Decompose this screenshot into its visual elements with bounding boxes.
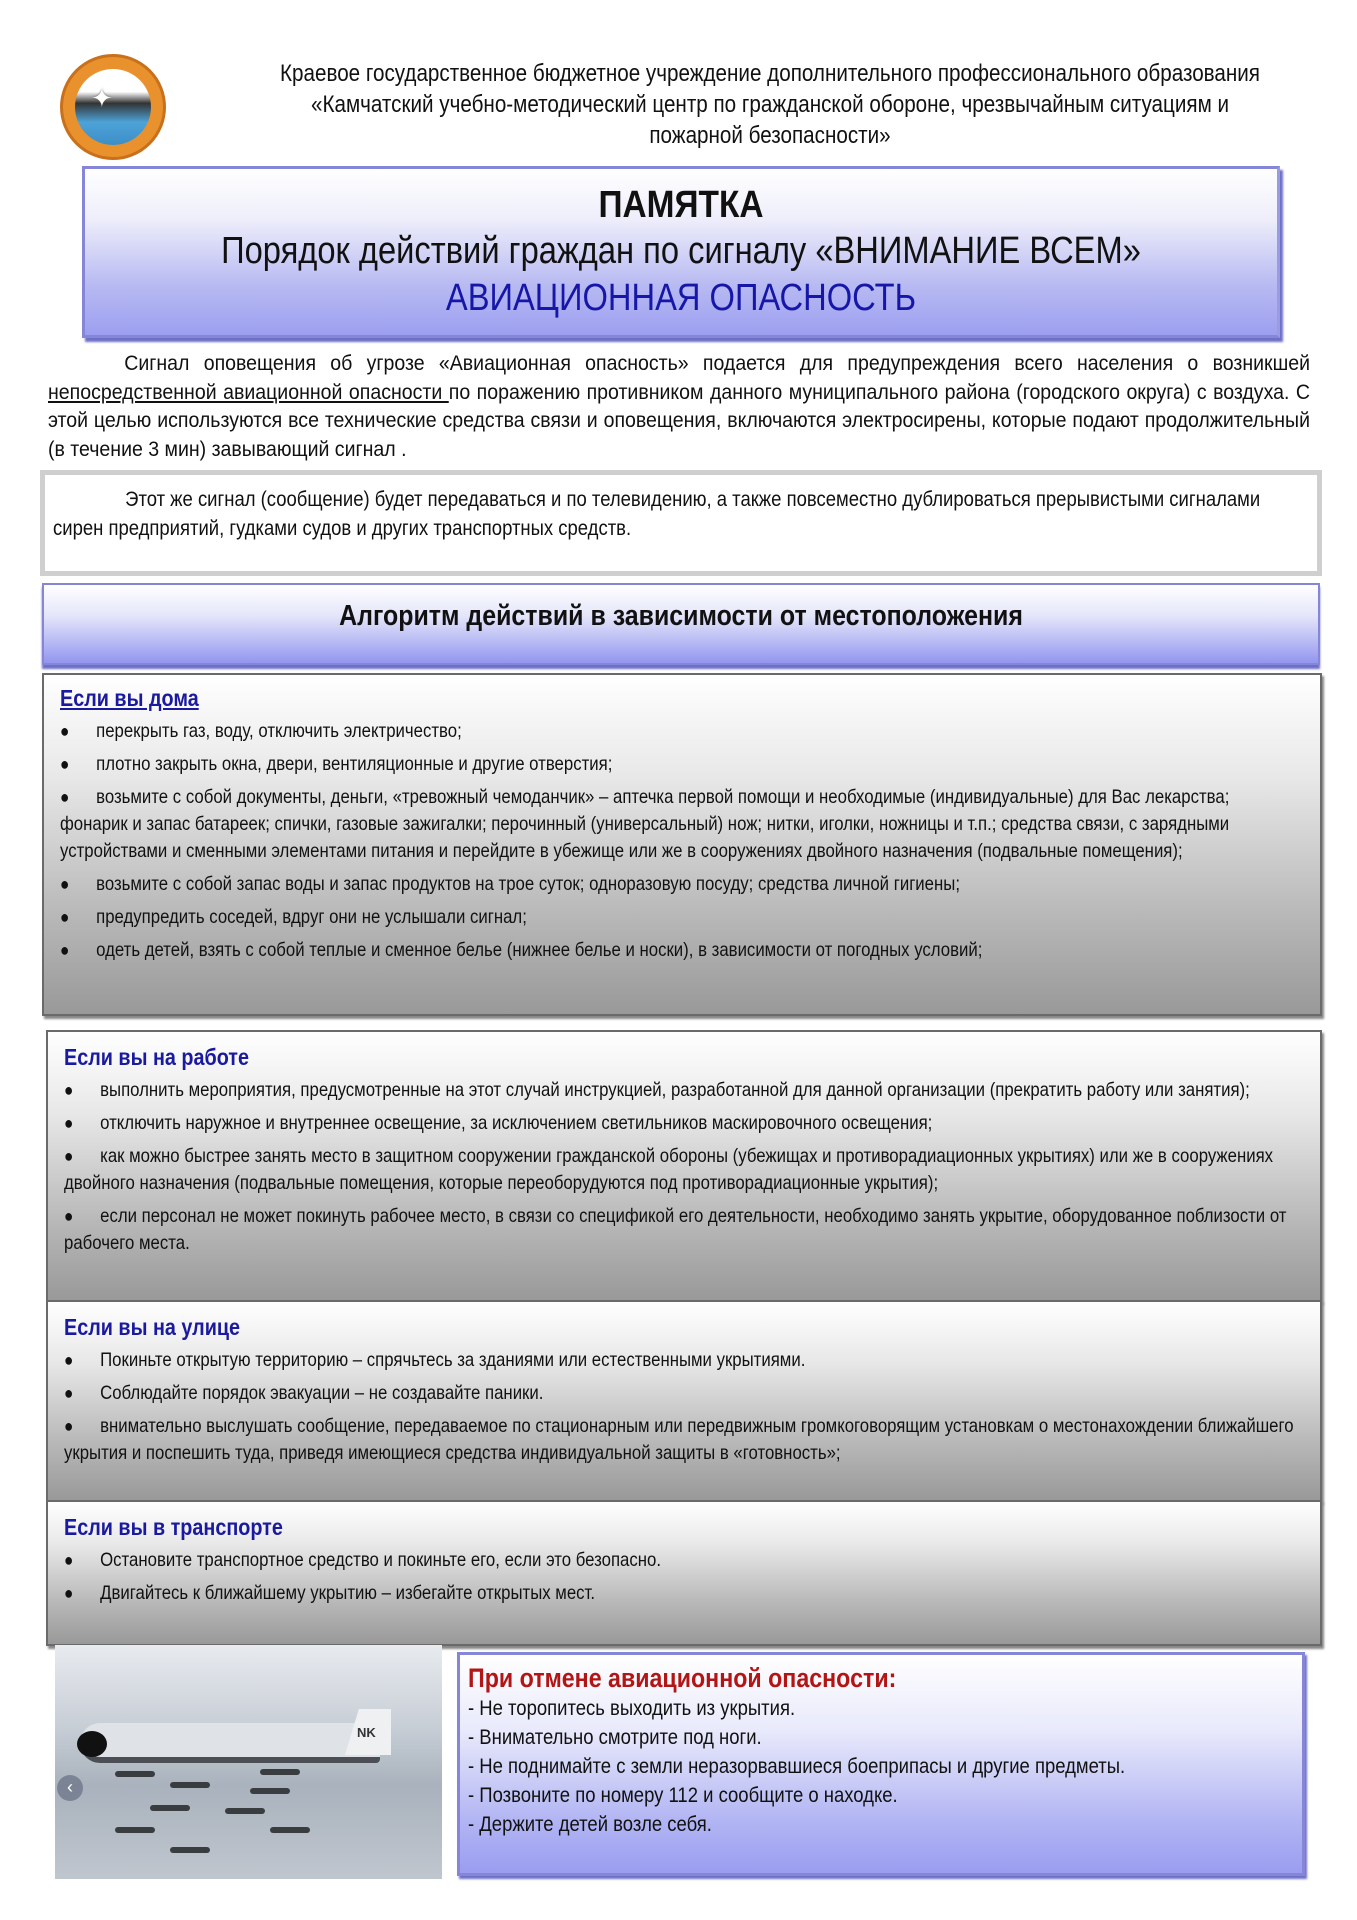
street-list <box>64 1347 1320 1467</box>
bullet-icon: ● <box>64 1113 74 1133</box>
bullet-icon: ● <box>64 1146 74 1166</box>
bullet-icon: ● <box>60 907 70 927</box>
cancel-item: - Не торопитесь выходить из укрытия. <box>468 1697 796 1720</box>
transport-list <box>64 1547 1320 1607</box>
bullet-icon: ● <box>64 1206 74 1226</box>
org-line: Краевое государственное бюджетное учреждение дополнительного профессионального образования <box>280 60 1260 87</box>
section-heading: Если вы на улице <box>64 1314 241 1340</box>
cancel-item: - Держите детей возле себя. <box>468 1813 712 1836</box>
list-item <box>64 1547 1302 1574</box>
section-work <box>46 1030 1322 1302</box>
aircraft-nose <box>77 1731 107 1757</box>
hazard-title: АВИАЦИОННАЯ ОПАСНОСТЬ <box>445 277 917 319</box>
org-line: «Камчатский учебно-методический центр по гражданской обороне, чрезвычайным ситуациям и <box>310 91 1230 118</box>
list-item <box>60 937 1298 964</box>
item-text: Двигайтесь к ближайшему укрытию – избегайте открытых мест. <box>100 1582 596 1604</box>
bomb-icon <box>150 1805 190 1811</box>
section-transport <box>46 1500 1322 1646</box>
list-item <box>64 1077 1302 1104</box>
list-item <box>64 1347 1302 1374</box>
org-line: пожарной безопасности» <box>649 122 891 149</box>
item-text: как можно быстрее занять место в защитном сооружении гражданской обороны (убежищах и противорадиационных укрытиях) или же в сооружениях двойного назначения (подвальные помещения, которые переоборудуются под противорадиационные укрытия); <box>64 1145 1274 1194</box>
star-icon: ✦ <box>91 83 113 113</box>
bullet-icon: ● <box>60 754 70 774</box>
item-text: перекрыть газ, воду, отключить электричество; <box>96 720 462 742</box>
item-text: возьмите с собой запас воды и запас продуктов на трое суток; одноразовую посуду; средства личной гигиены; <box>96 873 960 895</box>
list-item <box>64 1203 1302 1257</box>
list-item <box>60 904 1298 931</box>
item-text: Покиньте открытую территорию – спрячьтесь за зданиями или естественными укрытиями. <box>100 1349 806 1371</box>
cancel-item: - Не поднимайте с земли неразорвавшиеся боеприпасы и другие предметы. <box>468 1755 1126 1778</box>
memo-subtitle: Порядок действий граждан по сигналу «ВНИМАНИЕ ВСЕМ» <box>221 230 1141 272</box>
bomb-icon <box>270 1827 310 1833</box>
list-item <box>60 784 1298 865</box>
intro-paragraph <box>48 350 1310 464</box>
bomb-icon <box>170 1782 210 1788</box>
intro-text: по поражению противником данного муниципального района (городского округа) с воздуха. С этой целью используются все технические средства связи и оповещения, включаются электросирены, которые подают продолжительный (в течение 3 мин) завывающий сигнал . <box>48 380 1311 461</box>
notice-text: Этот же сигнал (сообщение) будет передаваться и по телевидению, а также повсеместно дублироваться прерывистыми сигналами сирен предприятий, гудками судов и других транспортных средств. <box>53 488 1261 540</box>
item-text: одеть детей, взять с собой теплые и сменное белье (нижнее белье и носки), в зависимости от погодных условий; <box>96 939 983 961</box>
bullet-icon: ● <box>60 940 70 960</box>
algorithm-header <box>42 583 1320 665</box>
bullet-icon: ● <box>60 874 70 894</box>
bomb-icon <box>170 1847 210 1853</box>
item-text: если персонал не может покинуть рабочее место, в связи со спецификой его деятельности, необходимо занять укрытие, оборудованное поблизости от рабочего места. <box>64 1205 1287 1254</box>
section-heading: Если вы в транспорте <box>64 1514 283 1540</box>
section-heading: Если вы дома <box>60 685 199 711</box>
item-text: предупредить соседей, вдруг они не услышали сигнал; <box>96 906 527 928</box>
list-item <box>64 1580 1302 1607</box>
item-text: Остановите транспортное средство и покиньте его, если это безопасно. <box>100 1549 662 1571</box>
bullet-icon: ● <box>64 1080 74 1100</box>
bomb-icon <box>250 1788 290 1794</box>
bomb-icon <box>225 1808 265 1814</box>
list-item <box>60 751 1298 778</box>
list-item <box>60 718 1298 745</box>
list-item <box>64 1143 1302 1197</box>
bullet-icon: ● <box>64 1350 74 1370</box>
notice-box <box>40 470 1322 576</box>
list-item <box>64 1110 1302 1137</box>
item-text: плотно закрыть окна, двери, вентиляционные и другие отверстия; <box>96 753 613 775</box>
organization-name <box>280 58 1260 151</box>
item-text: Соблюдайте порядок эвакуации – не создавайте паники. <box>100 1382 544 1404</box>
bullet-icon: ● <box>64 1583 74 1603</box>
bomb-icon <box>260 1769 300 1775</box>
bullet-icon: ● <box>64 1383 74 1403</box>
work-list <box>64 1077 1320 1257</box>
cancel-alert-box <box>457 1652 1305 1876</box>
item-text: выполнить мероприятия, предусмотренные на этот случай инструкцией, разработанной для данной организации (прекратить работу или занятия); <box>100 1079 1250 1101</box>
algorithm-title: Алгоритм действий в зависимости от местоположения <box>339 600 1023 632</box>
section-street <box>46 1300 1322 1502</box>
tail-code: NK <box>357 1725 376 1740</box>
title-banner <box>82 166 1280 338</box>
bullet-icon: ● <box>64 1416 74 1436</box>
memo-title: ПАМЯТКА <box>598 184 764 226</box>
bullet-icon: ● <box>60 787 70 807</box>
list-item <box>64 1413 1302 1467</box>
item-text: возьмите с собой документы, деньги, «тревожный чемоданчик» – аптечка первой помощи и необходимые (индивидуальные) для Вас лекарства; фонарик и запас батареек; спички, газовые зажигалки; перочинный (универсальный) нож; нитки, иголки, ножницы и т.п.; средства связи, с зарядными устройствами и сменными элементами питания и перейдите в убежище или же в сооружениях двойного назначения (подвальные помещения); <box>60 786 1230 862</box>
chevron-left-icon[interactable]: ‹ <box>57 1775 83 1801</box>
cancel-item: - Внимательно смотрите под ноги. <box>468 1726 762 1749</box>
bomb-icon <box>115 1771 155 1777</box>
intro-text: Сигнал оповещения об угрозе «Авиационная опасность» подается для предупреждения всего населения о возникшей <box>124 352 1311 375</box>
section-home <box>42 673 1322 1016</box>
item-text: внимательно выслушать сообщение, передаваемое по стационарным или передвижным громкоговорящим установкам о местонахождении ближайшего укрытия и поспешить туда, приведя имеющиеся средства индивидуальной защиты в «готовность»; <box>64 1415 1294 1464</box>
bomb-icon <box>115 1827 155 1833</box>
organization-logo <box>60 54 166 160</box>
logo-emblem <box>75 69 151 145</box>
bomber-aircraft-photo <box>55 1645 442 1879</box>
list-item <box>64 1380 1302 1407</box>
home-list <box>60 718 1320 964</box>
section-heading: Если вы на работе <box>64 1044 249 1070</box>
item-text: отключить наружное и внутреннее освещение, за исключением светильников маскировочного освещения; <box>100 1112 933 1134</box>
intro-underlined-text: непосредственной авиационной опасности <box>48 380 449 404</box>
aircraft-icon <box>80 1723 380 1763</box>
bullet-icon: ● <box>64 1550 74 1570</box>
cancel-item: - Позвоните по номеру 112 и сообщите о находке. <box>468 1784 898 1807</box>
bullet-icon: ● <box>60 721 70 741</box>
cancel-heading: При отмене авиационной опасности: <box>468 1663 897 1693</box>
list-item <box>60 871 1298 898</box>
